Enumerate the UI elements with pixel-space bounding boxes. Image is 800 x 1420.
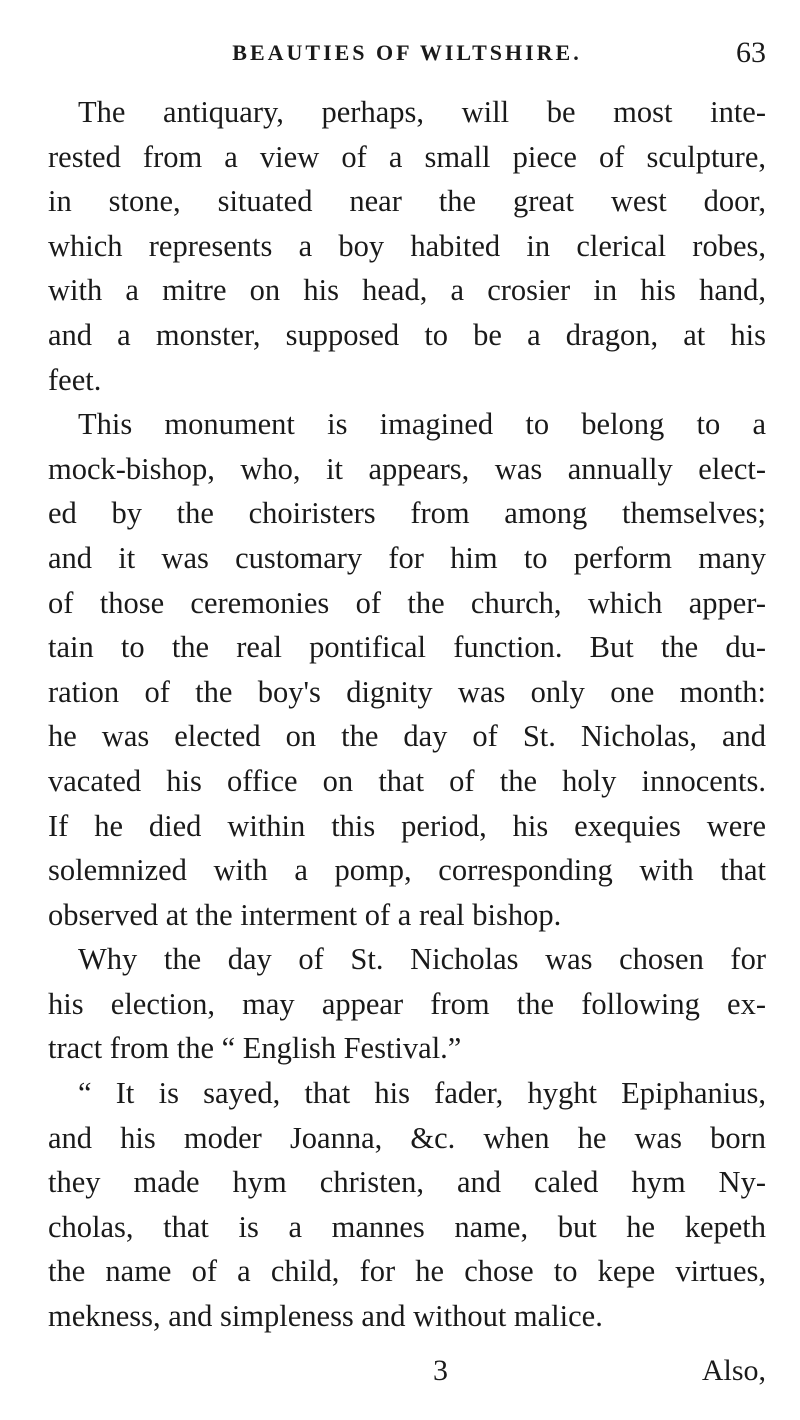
text-line: solemnized with a pomp, corresponding with that [48,853,766,888]
text-line: and it was customary for him to perform many [48,540,766,575]
text-line: observed at the interment of a real bishop. [48,897,562,932]
text-line: and a monster, supposed to be a dragon, at his [48,317,766,352]
text-line: Why the day of St. Nicholas was chosen for [78,942,766,977]
text-line: they made hym christen, and caled hym Ny- [48,1165,766,1200]
paragraph-sculpture [48,90,766,402]
text-line: his election, may appear from the following ex- [48,986,766,1021]
text-line: cholas, that is a mannes name, but he kepeth [48,1209,766,1244]
body-text [48,90,766,1339]
text-line: rested from a view of a small piece of sculpture, [48,139,766,174]
text-line: of those ceremonies of the church, which apper- [48,585,766,620]
paragraph-quotation [48,1071,766,1339]
text-line: with a mitre on his head, a crosier in his hand, [48,273,766,308]
text-line: feet. [48,362,102,397]
running-head [48,36,766,76]
text-line: ed by the choiristers from among themselves; [48,496,766,531]
catchword: Also, [701,1354,766,1387]
text-line: mekness, and simpleness and without malice. [48,1299,603,1334]
paragraph-election [48,937,766,1071]
text-line: he was elected on the day of St. Nicholas, and [48,719,766,754]
text-line: This monument is imagined to belong to a [78,407,766,442]
text-line: The antiquary, perhaps, will be most inte- [78,95,766,129]
signature-mark: 3 [433,1354,448,1387]
text-line: vacated his office on that of the holy innocents. [48,763,766,798]
text-line: in stone, situated near the great west door, [48,184,766,219]
text-line: ration of the boy's dignity was only one month: [48,674,766,709]
paragraph-mock-bishop [48,402,766,937]
running-title: BEAUTIES OF WILTSHIRE. [232,40,582,65]
text-line: which represents a boy habited in clerical robes, [48,228,766,263]
text-line: tain to the real pontifical function. But the du- [48,630,766,665]
text-line: mock-bishop, who, it appears, was annually elect- [48,451,766,486]
text-line: the name of a child, for he chose to kepe virtues, [48,1254,766,1289]
page-footer [48,1354,766,1400]
text-line: tract from the “ English Festival.” [48,1031,462,1066]
page-number: 63 [736,36,766,69]
text-line: “ It is sayed, that his fader, hyght Epiphanius, [78,1076,766,1111]
text-line: If he died within this period, his exequies were [48,808,766,843]
text-line: and his moder Joanna, &c. when he was born [48,1120,766,1155]
